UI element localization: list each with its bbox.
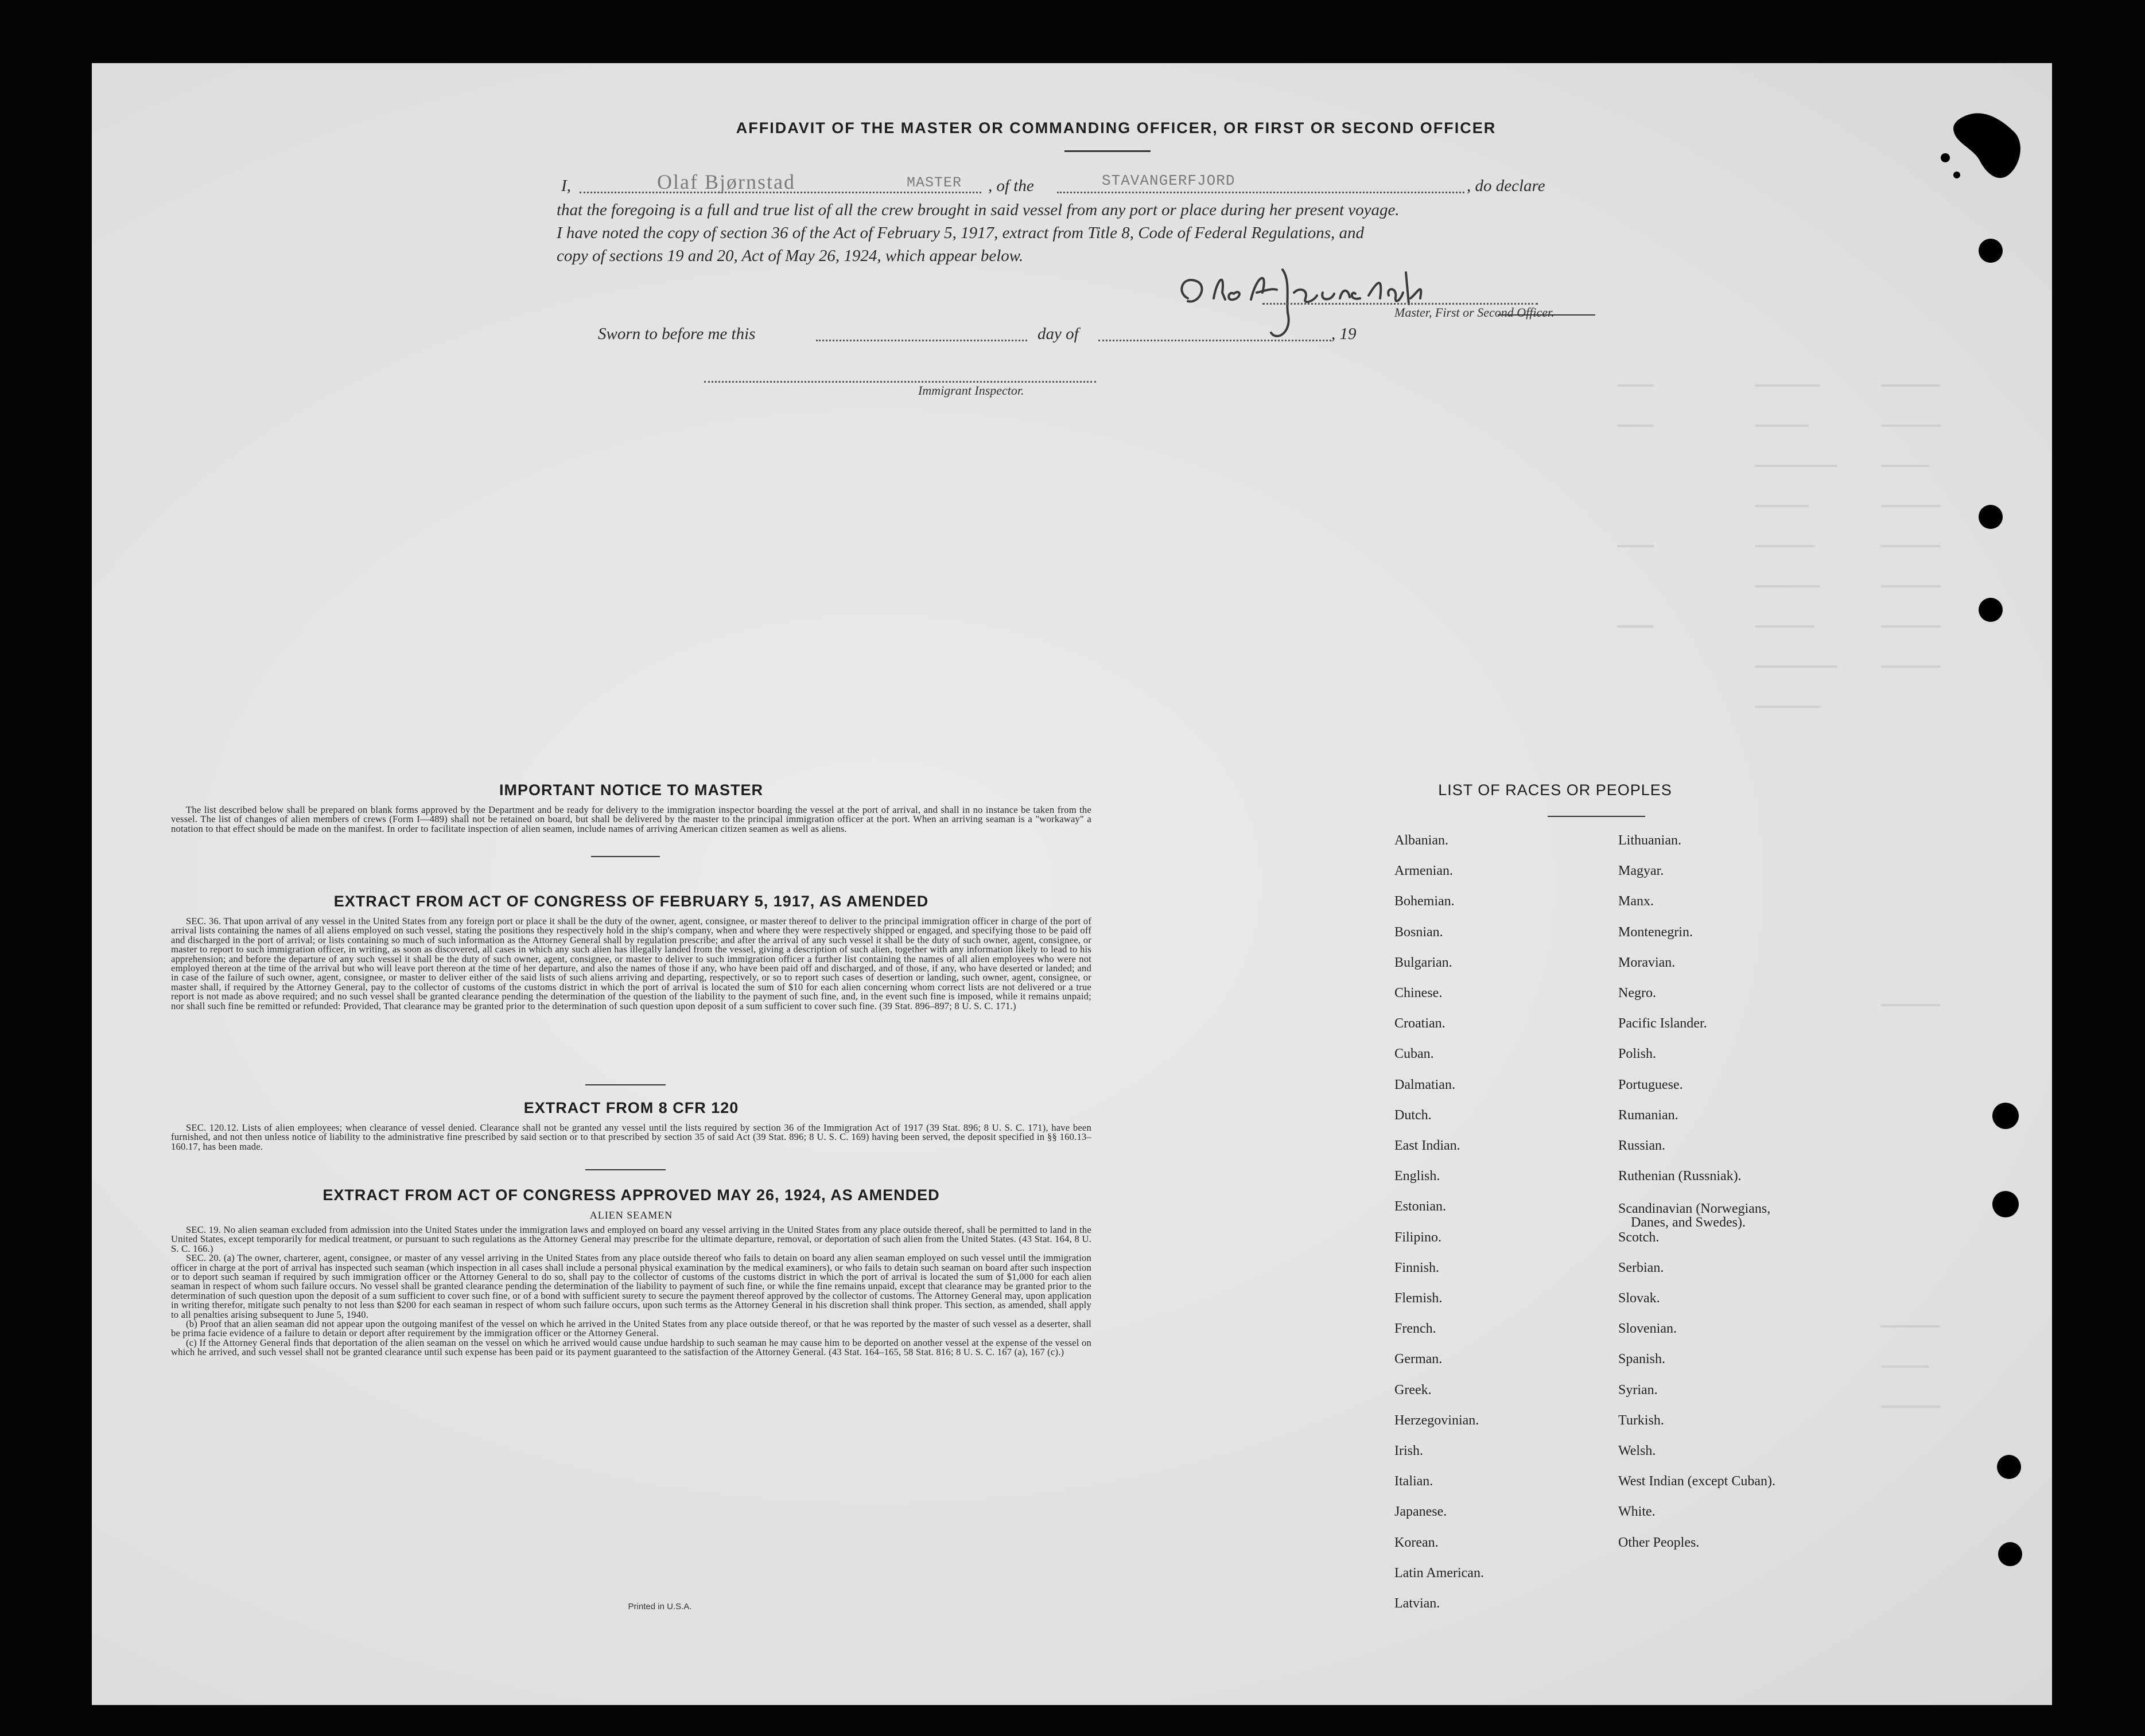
document-page — [92, 63, 2052, 1705]
declaration-prefix: I, — [561, 177, 571, 195]
section-20b-paragraph: (b) Proof that an alien seaman did not appear upon the outgoing manifest of the vessel on which he arrived in the United States from any place outside thereof, or that he was reported by the master of such vessel as a deserter, shall be prima facie evidence of a failure to detain or deport after requirement by the immigration officer or the Attorney General. — [171, 1318, 1091, 1339]
inspector-label: Immigrant Inspector. — [918, 383, 1024, 398]
race-item: Lithuanian. — [1618, 833, 1681, 848]
race-item: Italian. — [1394, 1474, 1433, 1489]
race-item: Portuguese. — [1618, 1077, 1683, 1092]
race-item: Irish. — [1394, 1443, 1423, 1458]
declaration-line-3: I have noted the copy of section 36 of the Act of February 5, 1917, extract from Title 8, Code of Federal Regulations, and — [557, 224, 1365, 242]
sworn-text: Sworn to before me this — [598, 325, 756, 343]
binder-hole — [1979, 239, 2003, 263]
race-item: Bosnian. — [1394, 924, 1443, 940]
affidavit-title: AFFIDAVIT OF THE MASTER OR COMMANDING OFFICER, OR FIRST OR SECOND OFFICER — [736, 119, 1497, 137]
race-item: Croatian. — [1394, 1016, 1445, 1032]
notice-paragraph: The list described below shall be prepared on blank forms approved by the Department and be ready for delivery to the immigration inspector boarding the vessel at the port of arrival, and shall in no instance be taken from the vessel. The list of changes of alien members of crews (Form I—489) shall not be retained on board, but shall be delivered by the master to the principal immigration officer at the port. When an arriving seaman is a "workaway" a notation to that effect should be made on the manifest. In order to facilitate inspection of alien seamen, include names of arriving American citizen seamen as well as aliens. — [171, 804, 1091, 834]
race-item: Syrian. — [1618, 1382, 1658, 1398]
race-item: Albanian. — [1394, 833, 1448, 848]
master-rank: MASTER — [907, 174, 962, 191]
race-item: Serbian. — [1618, 1260, 1664, 1275]
race-item: West Indian (except Cuban). — [1618, 1474, 1775, 1489]
torn-corner-damage — [1934, 103, 2037, 207]
race-item: Flemish. — [1394, 1291, 1443, 1306]
race-item: Slovenian. — [1618, 1321, 1677, 1337]
race-item: Korean. — [1394, 1535, 1439, 1550]
notice-title: IMPORTANT NOTICE TO MASTER — [499, 781, 763, 799]
declare-text: , do declare — [1467, 177, 1545, 195]
notice-body — [171, 805, 1091, 834]
race-item: English. — [1394, 1169, 1440, 1184]
binder-hole — [1997, 1455, 2021, 1479]
extract-1917-body — [171, 917, 1091, 1011]
race-item: Russian. — [1618, 1138, 1666, 1153]
race-item: Ruthenian (Russniak). — [1618, 1169, 1742, 1184]
race-item: Bulgarian. — [1394, 955, 1452, 970]
printed-in-label: Printed in U.S.A. — [628, 1602, 692, 1612]
race-item: Greek. — [1394, 1382, 1432, 1398]
day-of-text: day of — [1037, 325, 1079, 343]
race-item: Latvian. — [1394, 1596, 1440, 1611]
binder-hole — [1998, 1542, 2022, 1566]
section-20a-paragraph: SEC. 20. (a) The owner, charterer, agent, consignee, or master of any vessel arriving in the United States from any place outside thereof who fails to detain on board any alien seaman employed on such vessel until the immigration officer in charge at the port of arrival has inspected such seaman (which inspection in all cases shall include a personal physical examination by the medical examiners), or who fails to detain such seaman on board after such inspection or to deport such seaman if required by such immigration officer or the Attorney General to do so, shall pay to the collector of customs of the customs district in which the port of arrival is located the sum of $1,000 for each alien seaman in respect of whom such failure occurs. No vessel shall be granted clearance pending the determination of the liability to payment of such fine, or while the fine remains unpaid, except that clearance may be granted prior to the determination of such question upon the deposit of a sum sufficient to cover such fine, or of a bond with sufficient surety to secure the payment thereof approved by the collector of customs. The Attorney General may, upon application in writing therefor, mitigate such penalty to not less than $200 for each seaman in respect of whom such failure occurs, upon such terms as the Attorney General in his discretion shall think proper. This section, as amended, shall apply to all penalties arising subsequent to June 5, 1940. — [171, 1252, 1091, 1320]
extract-cfr-rule — [585, 1169, 666, 1170]
race-item: Estonian. — [1394, 1199, 1446, 1215]
race-item: Finnish. — [1394, 1260, 1440, 1275]
binder-hole — [1992, 1103, 2019, 1129]
race-item: Montenegrin. — [1618, 924, 1693, 940]
bleed-through-marks — [92, 63, 2052, 1705]
race-item: Chinese. — [1394, 986, 1443, 1001]
race-item: Welsh. — [1618, 1443, 1656, 1458]
signature-label: Master, First or Second Officer. — [1394, 305, 1555, 320]
race-item: Japanese. — [1394, 1504, 1447, 1520]
race-item: Magyar. — [1618, 863, 1664, 879]
race-item: German. — [1394, 1352, 1443, 1367]
race-item: Dutch. — [1394, 1107, 1432, 1123]
extract-cfr-title: EXTRACT FROM 8 CFR 120 — [523, 1099, 739, 1116]
extract-1924-title: EXTRACT FROM ACT OF CONGRESS APPROVED MAY 26, 1924, AS AMENDED — [322, 1186, 940, 1204]
binder-hole — [1992, 1191, 2019, 1217]
race-item: Moravian. — [1618, 955, 1676, 970]
race-item: Spanish. — [1618, 1352, 1666, 1367]
race-item: Manx. — [1618, 894, 1654, 909]
section-19-paragraph: SEC. 19. No alien seaman excluded from admission into the United States under the immigration laws and employed on board any vessel arriving in the United States from any place outside thereof, shall be permitted to land in the United States, except temporarily for medical treatment, or pursuant to such regulations as the Attorney General may prescribe for the ultimate departure, removal, or deportation of such alien from the United States. (43 Stat. 164, 8 U. S. C. 166.) — [171, 1224, 1091, 1254]
vessel-name: STAVANGERFJORD — [1102, 172, 1235, 189]
year-prefix: , 19 — [1331, 325, 1357, 343]
declaration-line-4: copy of sections 19 and 20, Act of May 26, 1924, which appear below. — [557, 247, 1024, 265]
race-item: Dalmatian. — [1394, 1077, 1455, 1092]
alien-seamen-subtitle: ALIEN SEAMEN — [589, 1209, 673, 1221]
extract-cfr-body — [171, 1123, 1091, 1151]
binder-hole — [1979, 598, 2003, 622]
race-item: Armenian. — [1394, 863, 1453, 879]
binder-hole — [1979, 505, 2003, 529]
section-36-paragraph: SEC. 36. That upon arrival of any vessel in the United States from any foreign port or place it shall be the duty of the owner, agent, consignee, or master thereof to deliver to the principal immigration officer in charge of the port of arrival lists containing the names of all aliens employed on such vessel, stating the positions they respectively hold in the ship's company, when and where they were respectively shipped or engaged, and specifying those to be paid off and discharged in the port of arrival; or lists containing so much of such information as the Attorney General shall by regulation prescribe; and after the arrival of any such vessel it shall be the duty of such owner, agent, consignee, or master to report to such immigration officer, in writing, as soon as discovered, all cases in which any such alien has illegally landed from the vessel, giving a description of such alien, together with any information likely to lead to his apprehension; and before the departure of any such vessel it shall be the duty of such owner, agent, consignee, or master to deliver to such immigration officer a further list containing the names of all alien employees who were not employed thereon at the time of the arrival but who will leave port thereon at the time of her departure, and also the names of those if any, who have been paid off and discharged, and of those, if any, who have deserted or landed; and in case of the failure of such owner, agent, consignee, or master to deliver either of the said lists of such aliens arriving and departing, respectively, or so to report such cases of desertion or landing, such owner, agent, consignee, or master shall, if required by the Attorney General, pay to the collector of customs of the customs district in which the port of arrival is located the sum of $10 for each alien concerning whom correct lists are not delivered or a true report is not made as above required; and no such vessel shall be granted clearance pending the determination of the question of the liability to the payment of such fine, and, in the event such fine is imposed, while it remains unpaid; nor shall such fine be remitted or refunded: Provided, That clearance may be granted prior to the determination of such question upon deposit of a sum sufficient to cover such fine. (39 Stat. 896–897; 8 U. S. C. 171.) — [171, 916, 1091, 1011]
race-item: French. — [1394, 1321, 1436, 1337]
extract-1924-body — [171, 1225, 1091, 1357]
section-120-paragraph: SEC. 120.12. Lists of alien employees; when clearance of vessel denied. Clearance shall not be granted any vessel until the lists required by section 36 of the Immigration Act of 1917 (39 Stat. 896; 8 U. S. C. 171), have been furnished, and not then unless notice of liability to the administrative fine prescribed by said section or to that prescribed by section 35 of said Act (39 Stat. 896; 8 U. S. C. 169) having been served, the deposit specified in §§ 160.13–160.17, has been made. — [171, 1122, 1091, 1152]
race-item: Turkish. — [1618, 1412, 1664, 1428]
race-item: Negro. — [1618, 986, 1656, 1001]
race-item: Cuban. — [1394, 1046, 1434, 1062]
race-item: Bohemian. — [1394, 894, 1455, 909]
of-the-text: , of the — [988, 177, 1034, 195]
races-title: LIST OF RACES OR PEOPLES — [1438, 781, 1672, 799]
race-item: East Indian. — [1394, 1138, 1460, 1153]
race-item: Pacific Islander. — [1618, 1016, 1707, 1032]
master-name: Olaf Bjørnstad — [657, 170, 795, 193]
notice-rule — [591, 856, 660, 857]
race-item: Rumanian. — [1618, 1107, 1678, 1123]
race-item: Danes, and Swedes). — [1631, 1215, 1746, 1231]
race-item: Other Peoples. — [1618, 1535, 1700, 1550]
races-rule — [1548, 816, 1645, 817]
race-item: Latin American. — [1394, 1565, 1484, 1581]
declaration-line-2: that the foregoing is a full and true list of all the crew brought in said vessel from any port or place during her present voyage. — [557, 201, 1400, 219]
race-item: Filipino. — [1394, 1229, 1442, 1245]
race-item: Herzegovinian. — [1394, 1412, 1479, 1428]
race-item: White. — [1618, 1504, 1656, 1520]
extract-1917-rule — [585, 1084, 666, 1085]
section-20c-paragraph: (c) If the Attorney General finds that deportation of the alien seaman on the vessel on which he arrived would cause undue hardship to such seaman he may cause him to be deported on another vessel at the expense of the vessel on which he arrived, and such vessel shall not be granted clearance until such expense has been paid or its payment guaranteed to the satisfaction of the Attorney General. (43 Stat. 164–165, 58 Stat. 816; 8 U. S. C. 167 (a), 167 (c).) — [171, 1337, 1091, 1358]
race-item: Polish. — [1618, 1046, 1657, 1062]
race-item: Slovak. — [1618, 1291, 1660, 1306]
race-item: Scandinavian (Norwegians, — [1618, 1201, 1771, 1217]
extract-1917-title: EXTRACT FROM ACT OF CONGRESS OF FEBRUARY 5, 1917, AS AMENDED — [333, 893, 929, 910]
race-item: Scotch. — [1618, 1229, 1660, 1245]
